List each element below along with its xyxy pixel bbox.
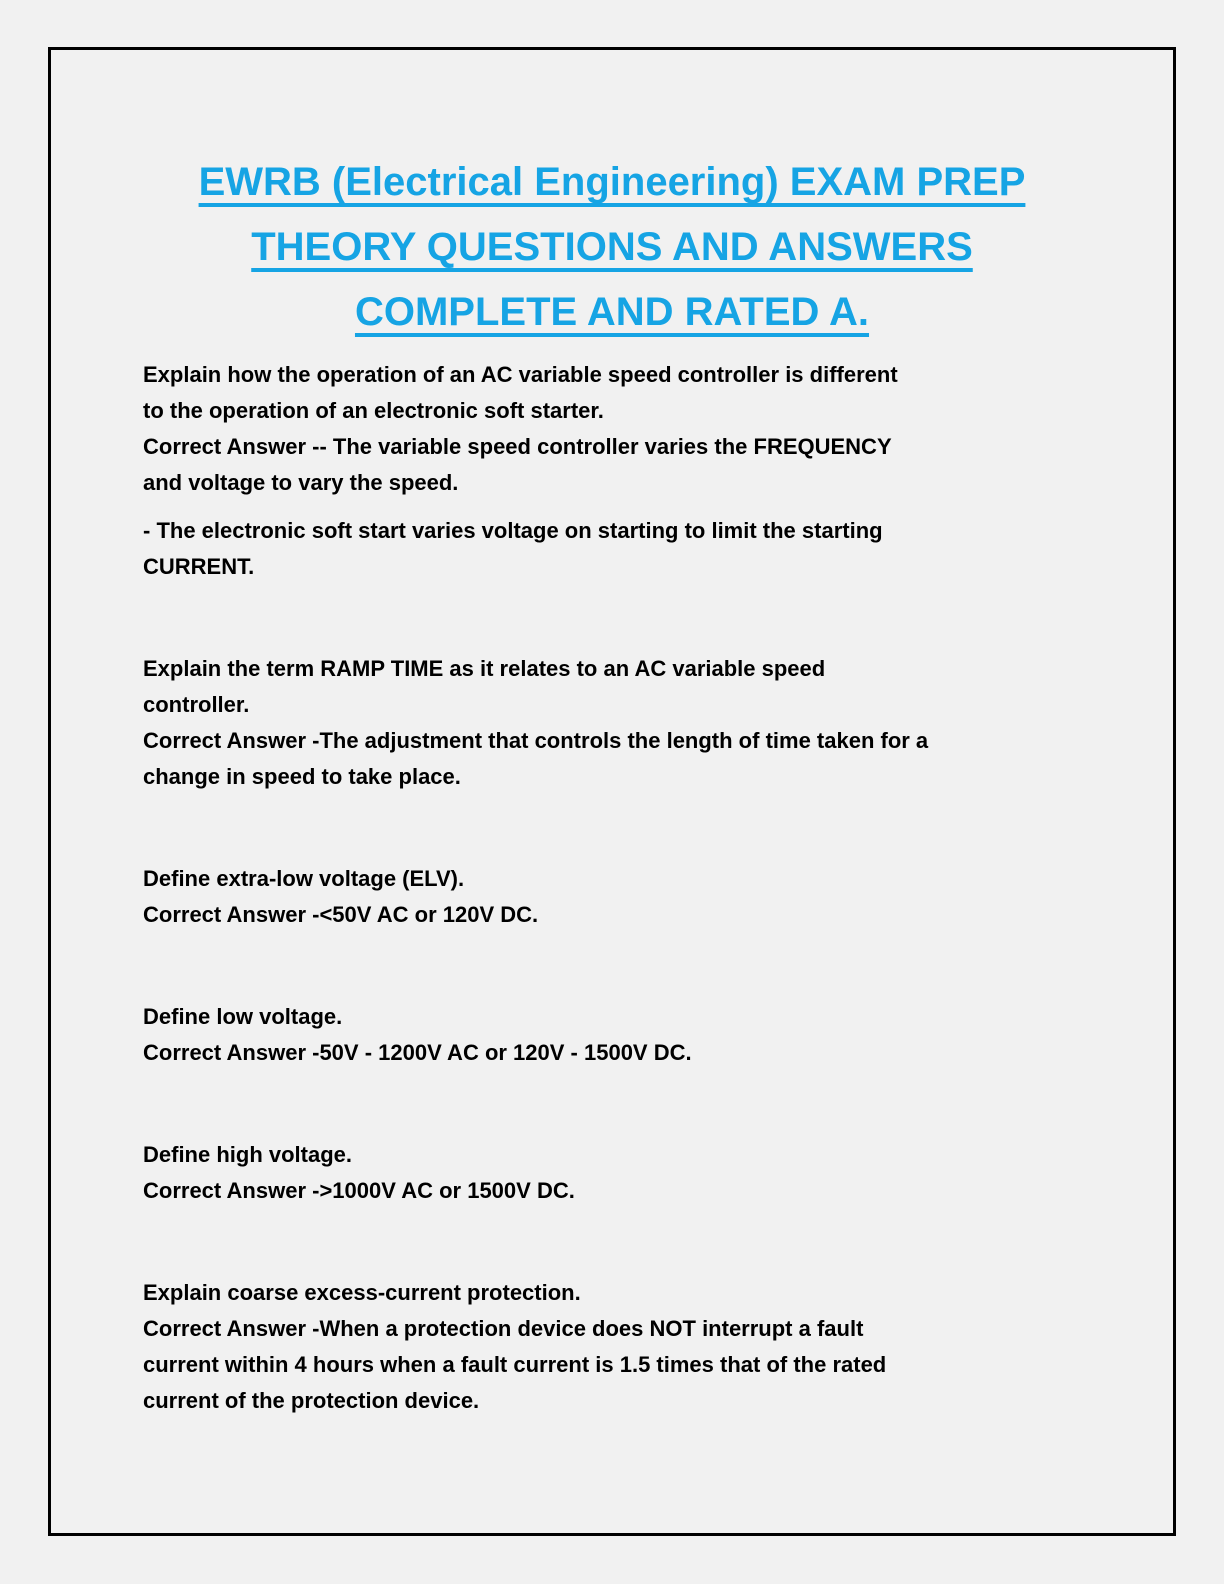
text-line: CURRENT. xyxy=(143,554,255,579)
text-line: Correct Answer ->1000V AC or 1500V DC. xyxy=(143,1178,575,1203)
qa-paragraph xyxy=(143,861,1081,933)
text-line: current of the protection device. xyxy=(143,1388,480,1413)
qa-paragraph xyxy=(143,357,1081,501)
text-line: Correct Answer -The adjustment that controls the length of time taken for a xyxy=(143,728,929,753)
text-line: and voltage to vary the speed. xyxy=(143,470,459,495)
qa-section-1 xyxy=(143,357,1081,585)
qa-paragraph xyxy=(143,1275,1081,1419)
text-line: Correct Answer -<50V AC or 120V DC. xyxy=(143,902,539,927)
text-line: current within 4 hours when a fault current is 1.5 times that of the rated xyxy=(143,1352,887,1377)
text-line: Define extra-low voltage (ELV). xyxy=(143,866,465,891)
text-line: Correct Answer -- The variable speed controller varies the FREQUENCY xyxy=(143,434,892,459)
qa-section-4 xyxy=(143,999,1081,1071)
qa-section-3 xyxy=(143,861,1081,933)
text-line: to the operation of an electronic soft starter. xyxy=(143,398,604,423)
text-line: - The electronic soft start varies voltage on starting to limit the starting xyxy=(143,518,883,543)
page-border-frame xyxy=(48,47,1176,1536)
qa-section-5 xyxy=(143,1137,1081,1209)
qa-paragraph xyxy=(143,1137,1081,1209)
qa-section-2 xyxy=(143,651,1081,795)
text-line: Explain how the operation of an AC variable speed controller is different xyxy=(143,362,898,387)
document-title-line-2: THEORY QUESTIONS AND ANSWERS xyxy=(251,225,973,269)
text-line: Explain the term RAMP TIME as it relates to an AC variable speed xyxy=(143,656,826,681)
text-line: Define low voltage. xyxy=(143,1004,343,1029)
qa-paragraph xyxy=(143,651,1081,795)
qa-section-6 xyxy=(143,1275,1081,1419)
text-line: Explain coarse excess-current protection. xyxy=(143,1280,581,1305)
page-content xyxy=(51,50,1173,1419)
text-line: controller. xyxy=(143,692,250,717)
text-line: Correct Answer -When a protection device does NOT interrupt a fault xyxy=(143,1316,864,1341)
text-line: Correct Answer -50V - 1200V AC or 120V - 1500V DC. xyxy=(143,1040,692,1065)
document-title-line-3: COMPLETE AND RATED A. xyxy=(354,290,870,334)
qa-paragraph xyxy=(143,999,1081,1071)
text-line: change in speed to take place. xyxy=(143,764,461,789)
text-line: Define high voltage. xyxy=(143,1142,353,1167)
document-title xyxy=(143,150,1081,345)
qa-paragraph xyxy=(143,513,1081,585)
document-title-line-1: EWRB (Electrical Engineering) EXAM PREP xyxy=(198,160,1026,204)
qa-body xyxy=(143,357,1081,1419)
